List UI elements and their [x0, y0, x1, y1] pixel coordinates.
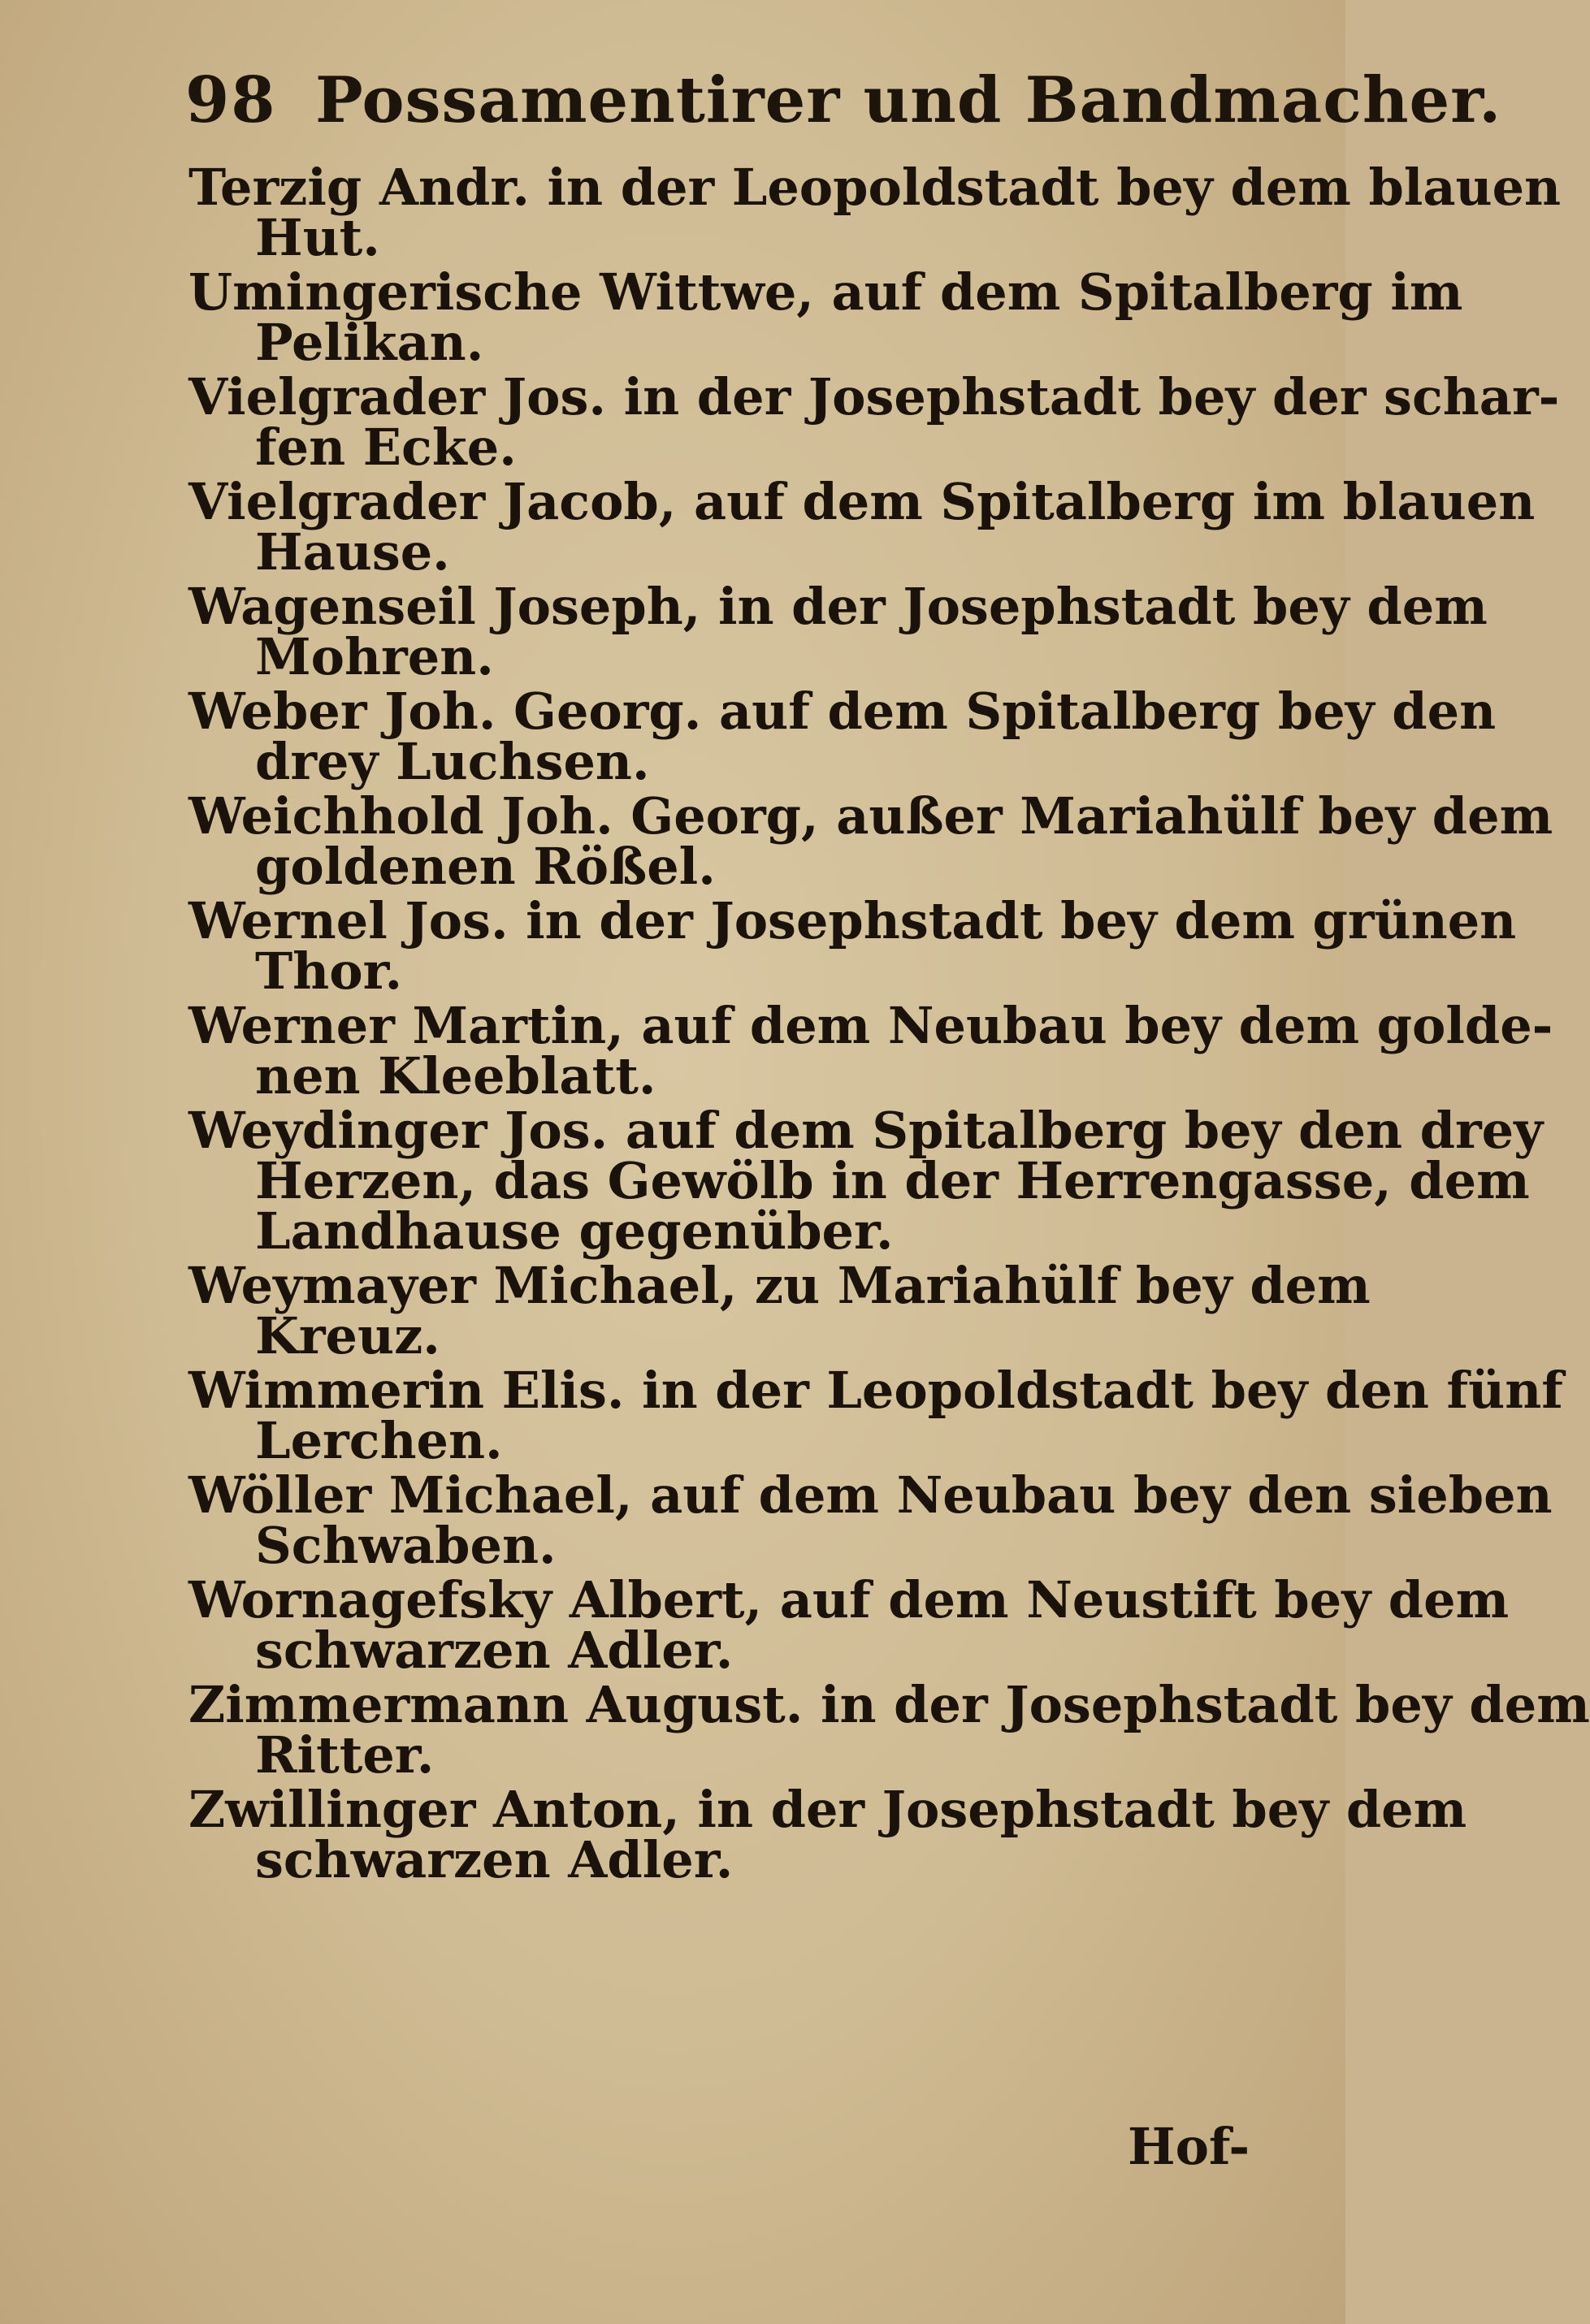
list-item [188, 577, 1488, 686]
list-item [188, 1780, 1467, 1889]
list-item [188, 367, 1560, 477]
entry-line: Umingerische Wittwe, auf dem Spitalberg im [188, 262, 1463, 322]
list-item [188, 158, 1562, 267]
entry-continuation: Mohren. [255, 627, 494, 686]
entry-continuation: Pelikan. [255, 313, 484, 372]
entry-line: Zwillinger Anton, in der Josephstadt bey dem [188, 1780, 1467, 1839]
entry-continuation: drey Luchsen. [255, 732, 650, 791]
entry-continuation: Ritter. [255, 1725, 435, 1785]
entry-line: Wimmerin Elis. in der Leopoldstadt bey den fünf [188, 1361, 1563, 1420]
catchword: Hof- [1128, 2117, 1250, 2176]
list-item [188, 262, 1463, 372]
list-item [188, 891, 1517, 1001]
entry-line: Werner Martin, auf dem Neubau bey dem golde- [188, 996, 1553, 1055]
running-title: Possamentirer und Bandmacher. [315, 63, 1502, 137]
entry-continuation: Hut. [255, 208, 380, 267]
entry-continuation: Thor. [255, 941, 403, 1001]
list-item [188, 1101, 1544, 1261]
list-item [188, 786, 1553, 896]
entry-line: Vielgrader Jacob, auf dem Spitalberg im blauen [188, 472, 1536, 531]
entry-line: Weydinger Jos. auf dem Spitalberg bey den drey [188, 1101, 1544, 1160]
entry-continuation: fen Ecke. [255, 418, 517, 477]
entry-continuation: schwarzen Adler. [255, 1830, 734, 1889]
entry-line: Weichhold Joh. Georg, außer Mariahülf bey dem [188, 786, 1553, 846]
entry-continuation: schwarzen Adler. [255, 1621, 734, 1680]
entry-continuation: Hause. [255, 522, 450, 582]
entry-continuation: Lerchen. [255, 1411, 503, 1470]
entry-continuation: goldenen Rößel. [255, 837, 716, 896]
entry-line: Vielgrader Jos. in der Josephstadt bey der schar- [188, 367, 1560, 426]
entry-line: Terzig Andr. in der Leopoldstadt bey dem blauen [188, 158, 1562, 217]
entry-line: Zimmermann August. in der Josephstadt bey dem [188, 1675, 1590, 1734]
entry-continuation: Herzen, das Gewölb in der Herrengasse, dem [255, 1151, 1530, 1210]
list-item [188, 682, 1497, 791]
list-item [188, 1361, 1563, 1470]
list-item [188, 472, 1536, 582]
entry-continuation: Kreuz. [255, 1306, 440, 1365]
entry-line: Weber Joh. Georg. auf dem Spitalberg bey den [188, 682, 1497, 741]
entry-list [188, 158, 1590, 1889]
list-item [188, 1256, 1371, 1365]
page-number: 98 [185, 63, 277, 137]
entry-continuation: Schwaben. [255, 1516, 557, 1575]
list-item [188, 1675, 1590, 1785]
list-item [188, 1570, 1510, 1680]
entry-line: Wagenseil Joseph, in der Josephstadt bey dem [188, 577, 1488, 636]
entry-continuation: nen Kleeblatt. [255, 1046, 656, 1106]
entry-line: Wornagefsky Albert, auf dem Neustift bey dem [188, 1570, 1510, 1629]
entry-line: Wöller Michael, auf dem Neubau bey den sieben [188, 1465, 1553, 1525]
entry-continuation: Landhause gegenüber. [255, 1201, 894, 1261]
list-item [188, 996, 1553, 1106]
entry-line: Wernel Jos. in der Josephstadt bey dem grünen [188, 891, 1517, 950]
page-header [185, 57, 1502, 146]
list-item [188, 1465, 1553, 1575]
entry-line: Weymayer Michael, zu Mariahülf bey dem [188, 1256, 1371, 1315]
